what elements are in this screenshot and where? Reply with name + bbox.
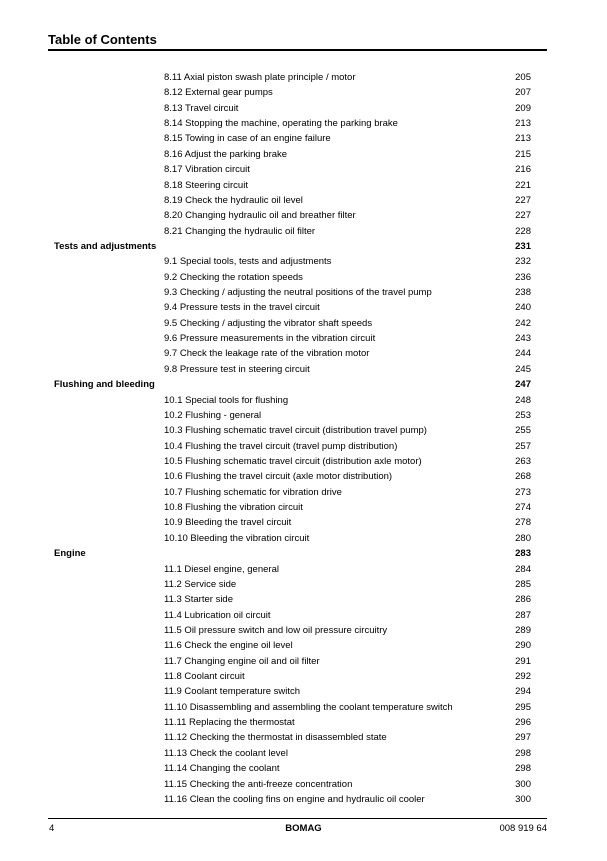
- toc-entry-label: 9.4 Pressure tests in the travel circuit: [164, 302, 320, 314]
- toc-entry-label: 9.3 Checking / adjusting the neutral positions of the travel pump: [164, 287, 432, 299]
- toc-entry: [0, 85, 607, 100]
- toc-entry-page: 291: [515, 655, 531, 667]
- toc-entry-page: 232: [515, 256, 531, 268]
- footer-divider: [48, 818, 547, 819]
- toc-entry-label: 8.14 Stopping the machine, operating the parking brake: [164, 118, 398, 130]
- toc-entry-page: 273: [515, 486, 531, 498]
- toc-entry-label: 9.8 Pressure test in steering circuit: [164, 363, 310, 375]
- toc-entry-page: 263: [515, 455, 531, 467]
- toc-entry-page: 287: [515, 609, 531, 621]
- toc-entry-page: 213: [515, 118, 531, 130]
- toc-entry-page: 286: [515, 594, 531, 606]
- toc-entry: [0, 592, 607, 607]
- toc-entry-page: 231: [515, 240, 531, 252]
- toc-entry-label: 8.16 Adjust the parking brake: [164, 148, 288, 160]
- toc-entry: [0, 730, 607, 745]
- toc-entry-label: 10.1 Special tools for flushing: [164, 394, 289, 406]
- toc-entry-page: 295: [515, 701, 531, 713]
- toc-entry: [0, 669, 607, 684]
- toc-entry: [0, 362, 607, 377]
- toc-entry-label: 11.8 Coolant circuit: [164, 671, 245, 683]
- toc-entry-page: 257: [515, 440, 531, 452]
- toc-entry-label: 10.10 Bleeding the vibration circuit: [164, 532, 310, 544]
- toc-entry-label: 10.3 Flushing schematic travel circuit (distribution travel pump): [164, 425, 427, 437]
- toc-entry: [0, 746, 607, 761]
- toc-entry-page: 247: [515, 379, 531, 391]
- toc-entry: [0, 162, 607, 177]
- toc-entry-label: 9.2 Checking the rotation speeds: [164, 271, 303, 283]
- toc-entry: [0, 147, 607, 162]
- toc-entry-page: 284: [515, 563, 531, 575]
- toc-entry-label: 10.9 Bleeding the travel circuit: [164, 517, 292, 529]
- toc-entry: [0, 131, 607, 146]
- toc-entry-page: 290: [515, 640, 531, 652]
- toc-entry: [0, 469, 607, 484]
- toc-entry: [0, 270, 607, 285]
- toc-entry-page: 240: [515, 302, 531, 314]
- footer-page-number: 4: [49, 823, 55, 834]
- toc-entry-page: 285: [515, 578, 531, 590]
- toc-entry-page: 244: [515, 348, 531, 360]
- toc-entry-page: 228: [515, 225, 531, 237]
- toc-entry: [0, 116, 607, 131]
- toc-entry-label: 11.12 Checking the thermostat in disassembled state: [164, 732, 387, 744]
- toc-entry: [0, 316, 607, 331]
- toc-section-heading: [0, 377, 607, 392]
- toc-entry-label: 9.5 Checking / adjusting the vibrator shaft speeds: [164, 317, 373, 329]
- toc-entry: [0, 393, 607, 408]
- toc-entry: [0, 654, 607, 669]
- toc-entry-page: 289: [515, 624, 531, 636]
- toc-entry: [0, 254, 607, 269]
- toc-entry-label: 11.5 Oil pressure switch and low oil pressure circuitry: [164, 624, 388, 636]
- toc-entry-page: 298: [515, 747, 531, 759]
- footer-doc-number: 008 919 64: [499, 823, 547, 834]
- toc-entry-label: 11.9 Coolant temperature switch: [164, 686, 301, 698]
- toc-entry-label: 8.11 Axial piston swash plate principle / motor: [164, 72, 356, 83]
- toc-entry: [0, 531, 607, 546]
- toc-entry-label: 8.15 Towing in case of an engine failure: [164, 133, 331, 145]
- toc-entry: [0, 777, 607, 792]
- toc-entry-page: 300: [515, 778, 531, 790]
- toc-entry: [0, 101, 607, 116]
- toc-entry: [0, 408, 607, 423]
- toc-entry: [0, 515, 607, 530]
- toc-entry-label: Flushing and bleeding: [54, 379, 155, 391]
- toc-entry-label: 10.6 Flushing the travel circuit (axle motor distribution): [164, 471, 393, 483]
- toc-entry-label: 8.19 Check the hydraulic oil level: [164, 194, 303, 206]
- footer-brand: BOMAG: [285, 823, 322, 834]
- toc-entry-page: 221: [515, 179, 531, 191]
- toc-entry-page: 298: [515, 763, 531, 775]
- toc-entry: [0, 623, 607, 638]
- toc-entry-label: 8.18 Steering circuit: [164, 179, 248, 191]
- toc-entry: [0, 761, 607, 776]
- toc-entry-page: 227: [515, 210, 531, 222]
- toc-entry-page: 274: [515, 502, 531, 514]
- toc-entry-label: 11.1 Diesel engine, general: [164, 563, 279, 575]
- toc-entry-label: 8.21 Changing the hydraulic oil filter: [164, 225, 316, 237]
- toc-entry-page: 236: [515, 271, 531, 283]
- page-title: Table of Contents: [48, 32, 157, 47]
- toc-entry-label: 11.2 Service side: [164, 578, 237, 590]
- toc-entry-page: 255: [515, 425, 531, 437]
- toc-entry-page: 294: [515, 686, 531, 698]
- toc-entry-label: 9.1 Special tools, tests and adjustments: [164, 256, 332, 268]
- toc-entry-label: 11.6 Check the engine oil level: [164, 640, 293, 652]
- toc-entry: [0, 792, 607, 807]
- toc-entry-label: 8.13 Travel circuit: [164, 102, 239, 114]
- toc-entry-page: 283: [515, 548, 531, 560]
- toc-entry: [0, 208, 607, 223]
- toc-entry-page: 209: [515, 102, 531, 114]
- toc-entry: [0, 608, 607, 623]
- toc-entry-label: 11.15 Checking the anti-freeze concentration: [164, 778, 353, 790]
- toc-entry: [0, 224, 607, 239]
- toc-entry-label: 8.20 Changing hydraulic oil and breather filter: [164, 210, 356, 222]
- toc-entry-label: 8.17 Vibration circuit: [164, 164, 250, 176]
- toc-entry-label: 10.2 Flushing - general: [164, 409, 262, 421]
- toc-entry: [0, 70, 607, 85]
- toc-entry: [0, 700, 607, 715]
- toc-section-heading: [0, 546, 607, 561]
- toc-entry-label: 11.13 Check the coolant level: [164, 747, 288, 759]
- toc-entry: [0, 285, 607, 300]
- toc-entry-page: 297: [515, 732, 531, 744]
- toc-entry-label: 11.11 Replacing the thermostat: [164, 717, 295, 729]
- toc-entry: [0, 577, 607, 592]
- toc-entry-page: 292: [515, 671, 531, 683]
- toc-entry-label: Engine: [54, 548, 86, 560]
- title-divider: [48, 49, 547, 51]
- toc-section-heading: [0, 239, 607, 254]
- toc-entry-label: 11.7 Changing engine oil and oil filter: [164, 655, 320, 667]
- toc-entry-page: 207: [515, 87, 531, 99]
- toc-entry-label: 11.14 Changing the coolant: [164, 763, 280, 775]
- table-of-contents: [0, 70, 607, 807]
- toc-entry-page: 268: [515, 471, 531, 483]
- toc-entry: [0, 500, 607, 515]
- toc-entry-label: 10.8 Flushing the vibration circuit: [164, 502, 303, 514]
- toc-entry-label: 10.4 Flushing the travel circuit (travel pump distribution): [164, 440, 398, 452]
- toc-entry: [0, 423, 607, 438]
- toc-entry-page: 205: [515, 72, 531, 83]
- toc-entry: [0, 193, 607, 208]
- toc-entry: [0, 178, 607, 193]
- toc-entry-page: 213: [515, 133, 531, 145]
- toc-entry: [0, 638, 607, 653]
- toc-entry-page: 300: [515, 793, 531, 805]
- toc-entry-label: Tests and adjustments: [54, 240, 157, 252]
- toc-entry-label: 11.3 Starter side: [164, 594, 234, 606]
- toc-entry-page: 280: [515, 532, 531, 544]
- toc-entry-page: 253: [515, 409, 531, 421]
- toc-entry-label: 11.16 Clean the cooling fins on engine and hydraulic oil cooler: [164, 793, 425, 805]
- toc-entry-page: 248: [515, 394, 531, 406]
- toc-entry-page: 296: [515, 717, 531, 729]
- toc-entry: [0, 300, 607, 315]
- toc-entry-page: 243: [515, 333, 531, 345]
- toc-entry-label: 11.4 Lubrication oil circuit: [164, 609, 271, 621]
- toc-entry-page: 242: [515, 317, 531, 329]
- toc-entry-label: 8.12 External gear pumps: [164, 87, 273, 99]
- toc-entry-page: 227: [515, 194, 531, 206]
- toc-entry: [0, 346, 607, 361]
- toc-entry-page: 238: [515, 287, 531, 299]
- toc-entry-page: 245: [515, 363, 531, 375]
- toc-entry-page: 215: [515, 148, 531, 160]
- toc-entry: [0, 454, 607, 469]
- toc-entry-label: 11.10 Disassembling and assembling the coolant temperature switch: [164, 701, 453, 713]
- toc-entry-label: 9.6 Pressure measurements in the vibration circuit: [164, 333, 376, 345]
- toc-entry: [0, 684, 607, 699]
- toc-entry: [0, 715, 607, 730]
- toc-entry-page: 278: [515, 517, 531, 529]
- toc-entry: [0, 562, 607, 577]
- toc-entry-page: 216: [515, 164, 531, 176]
- toc-entry: [0, 485, 607, 500]
- toc-entry-label: 10.7 Flushing schematic for vibration drive: [164, 486, 342, 498]
- toc-entry: [0, 331, 607, 346]
- toc-entry-label: 9.7 Check the leakage rate of the vibration motor: [164, 348, 370, 360]
- toc-entry: [0, 439, 607, 454]
- toc-entry-label: 10.5 Flushing schematic travel circuit (distribution axle motor): [164, 455, 422, 467]
